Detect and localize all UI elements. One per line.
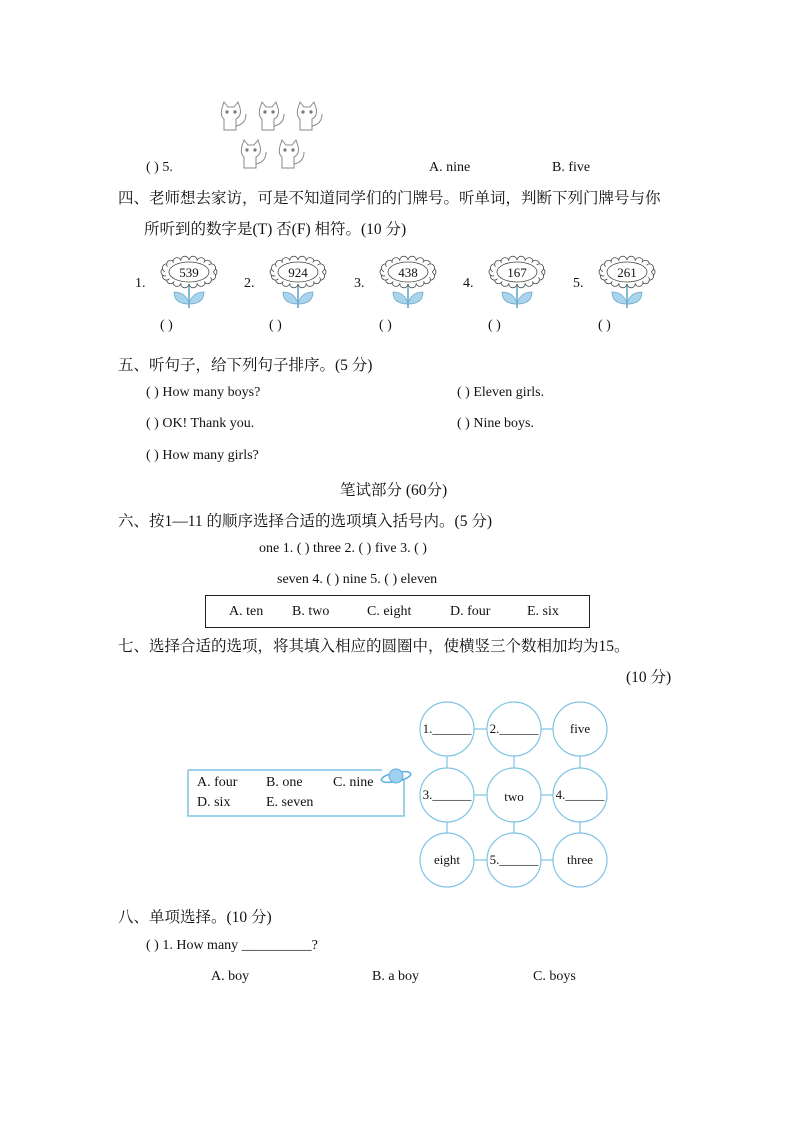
option-b: B. a boy <box>372 969 420 984</box>
sentence-text: Eleven girls. <box>473 385 545 400</box>
section-4-title-line2: 所听到的数字是(T) 否(F) 相符。(10 分) <box>144 221 407 238</box>
option: D. six <box>197 795 231 810</box>
section-4-title: 四、老师想去家访，可是不知道同学们的门牌号。听单词，判断下列门牌号与你 <box>118 190 661 207</box>
item-label: 5. <box>162 160 173 175</box>
flower-house-number <box>598 254 656 310</box>
option-c: C. boys <box>533 969 576 984</box>
sentence-item <box>457 385 544 401</box>
answer-paren[interactable]: ( ) <box>160 318 173 333</box>
option: A. four <box>197 775 238 790</box>
answer-paren[interactable]: ( ) <box>379 318 392 333</box>
option: B. two <box>292 604 330 619</box>
sequence-line-1: one 1. ( ) three 2. ( ) five 3. ( ) <box>259 541 427 556</box>
q3-item5 <box>146 160 173 176</box>
grid-cell-text: eight <box>434 852 460 867</box>
option-b: B. five <box>552 160 591 175</box>
sequence-line-2: seven 4. ( ) nine 5. ( ) eleven <box>277 572 438 587</box>
section-5-title: 五、听句子，给下列句子排序。(5 分) <box>118 357 373 374</box>
house-number: 438 <box>398 265 418 280</box>
section-7-score: (10 分) <box>626 669 672 686</box>
option-a: A. nine <box>429 160 471 175</box>
option: A. ten <box>229 604 264 619</box>
flower-house-number <box>488 254 546 310</box>
option: E. seven <box>266 795 314 810</box>
flower-house-number <box>269 254 327 310</box>
grid-cell-text: three <box>567 852 593 867</box>
answer-paren[interactable]: ( ) <box>146 448 159 463</box>
options-box <box>205 595 590 628</box>
mc-question-1 <box>146 938 318 954</box>
flower-label: 3. <box>354 276 365 291</box>
sentence-item <box>457 416 534 432</box>
house-number: 167 <box>507 265 527 280</box>
written-part-title: 笔试部分 (60分) <box>340 482 448 499</box>
grid-cell-text: two <box>504 789 524 804</box>
magic-square-grid <box>415 698 615 894</box>
flower-house-number <box>160 254 218 310</box>
flower-label: 4. <box>463 276 474 291</box>
sentence-item <box>146 385 260 401</box>
answer-paren[interactable]: ( ) <box>598 318 611 333</box>
answer-paren[interactable]: ( ) <box>146 416 159 431</box>
sentence-text: Nine boys. <box>473 416 534 431</box>
answer-paren[interactable]: ( ) <box>488 318 501 333</box>
answer-paren[interactable]: ( ) <box>457 416 470 431</box>
section-6-title: 六、按1—11 的顺序选择合适的选项填入括号内。(5 分) <box>118 513 492 530</box>
answer-paren[interactable]: ( ) <box>269 318 282 333</box>
option: E. six <box>527 604 559 619</box>
flower-label: 2. <box>244 276 255 291</box>
grid-cell-text[interactable]: 3.______ <box>422 787 472 802</box>
option: C. eight <box>367 604 412 619</box>
answer-paren[interactable]: ( ) <box>457 385 470 400</box>
grid-cell-text[interactable]: 4.______ <box>555 787 605 802</box>
flower-label: 1. <box>135 276 146 291</box>
house-number: 539 <box>179 265 199 280</box>
option: D. four <box>450 604 491 619</box>
grid-cell-text: five <box>569 721 591 736</box>
sentence-text: How many girls? <box>162 448 259 463</box>
grid-cell-text[interactable]: 2.______ <box>489 721 539 736</box>
answer-paren[interactable]: ( ) <box>146 938 159 953</box>
sentence-text: OK! Thank you. <box>162 416 255 431</box>
planet-icon <box>380 764 412 790</box>
section-7-title: 七、选择合适的选项，将其填入相应的圆圈中，使横竖三个数相加均为15。 <box>118 638 630 655</box>
question-text: 1. How many __________? <box>162 938 318 953</box>
sentence-text: How many boys? <box>162 385 261 400</box>
grid-cell-text[interactable]: 1.______ <box>422 721 472 736</box>
sentence-item <box>146 448 259 464</box>
answer-paren[interactable]: ( ) <box>146 385 159 400</box>
section-8-title: 八、单项选择。(10 分) <box>118 909 272 926</box>
answer-paren[interactable]: ( ) <box>146 160 159 175</box>
flower-label: 5. <box>573 276 584 291</box>
flower-house-number <box>379 254 437 310</box>
house-number: 261 <box>617 265 637 280</box>
option: B. one <box>266 775 303 790</box>
option-a: A. boy <box>211 969 250 984</box>
grid-cell-text[interactable]: 5.______ <box>489 852 539 867</box>
house-number: 924 <box>288 265 308 280</box>
cats-illustration <box>214 98 326 174</box>
option: C. nine <box>333 775 374 790</box>
sentence-item <box>146 416 254 432</box>
